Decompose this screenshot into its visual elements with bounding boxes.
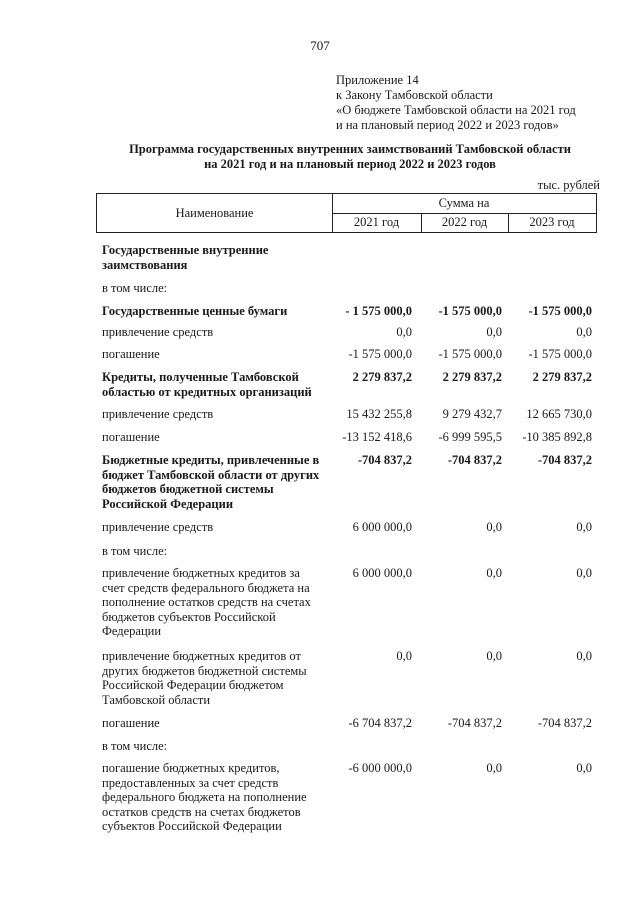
row-name: погашение бюджетных кредитов, предоставленных за счет средств федерального бюджета на пополнение остатков средств на счетах бюджетов субъектов Российской Федерации [102, 761, 307, 833]
row-name: погашение [102, 430, 160, 444]
header-sum: Сумма на [332, 194, 596, 214]
value-2022: 0,0 [486, 325, 502, 339]
value-2021: -1 575 000,0 [348, 347, 412, 361]
row-name: Бюджетные кредиты, привлеченные в бюджет Тамбовской области от других бюджетов бюджетной системы Российской Федерации [102, 453, 320, 511]
row-name: привлечение бюджетных кредитов за счет средств федерального бюджета на пополнение остатков средств на счетах бюджетов субъектов Российской Федерации [102, 566, 311, 638]
header-year-2023: 2023 год [529, 215, 575, 229]
appendix-line: и на плановый период 2022 и 2023 годов» [336, 118, 559, 132]
title-line: Программа государственных внутренних заимствований Тамбовской области [129, 142, 571, 156]
row-name: привлечение средств [102, 520, 214, 534]
header-year-2022: 2022 год [421, 213, 509, 232]
page-number: 707 [310, 38, 330, 53]
document-title [60, 142, 640, 172]
value-2023: 0,0 [576, 649, 592, 663]
value-2022: 0,0 [486, 761, 502, 775]
header-year-2021: 2021 год [332, 213, 422, 232]
value-2021: - 1 575 000,0 [345, 304, 412, 318]
value-2023: 0,0 [576, 566, 592, 580]
row-name: привлечение средств [102, 407, 214, 421]
value-2021: -13 152 418,6 [342, 430, 412, 444]
appendix-line: «О бюджете Тамбовской области на 2021 год [336, 103, 576, 117]
value-2021: 0,0 [396, 325, 412, 339]
value-2022: -1 575 000,0 [438, 347, 502, 361]
appendix-line: к Закону Тамбовской области [336, 88, 493, 102]
value-2021: -704 837,2 [357, 453, 412, 467]
appendix-line: Приложение 14 [336, 73, 419, 87]
row-name: привлечение бюджетных кредитов от других бюджетов бюджетной системы Российской Федерации бюджетом Тамбовской области [102, 649, 307, 707]
value-2023: 0,0 [576, 761, 592, 775]
row-name: в том числе: [102, 739, 168, 753]
value-2022: 0,0 [486, 520, 502, 534]
value-2023: 12 665 730,0 [526, 407, 592, 421]
value-2023: -704 837,2 [537, 453, 592, 467]
appendix-note [336, 73, 576, 133]
title-line: на 2021 год и на плановый период 2022 и 2023 годов [204, 157, 496, 171]
row-name: Государственные внутренние заимствования [102, 243, 269, 272]
header-name: Наименование [97, 194, 333, 232]
row-name: Кредиты, полученные Тамбовской областью от кредитных организаций [102, 370, 312, 399]
row-name: погашение [102, 716, 160, 730]
value-2022: -1 575 000,0 [438, 304, 502, 318]
value-2021: 0,0 [396, 649, 412, 663]
row-name: погашение [102, 347, 160, 361]
value-2022: -6 999 595,5 [438, 430, 502, 444]
value-2023: -704 837,2 [537, 716, 592, 730]
value-2023: -1 575 000,0 [528, 347, 592, 361]
value-2022: 9 279 432,7 [442, 407, 502, 421]
table-header [96, 193, 597, 233]
value-2023: -1 575 000,0 [528, 304, 592, 318]
value-2021: 2 279 837,2 [352, 370, 412, 384]
value-2021: 6 000 000,0 [352, 520, 412, 534]
row-name: в том числе: [102, 281, 168, 295]
value-2023: 2 279 837,2 [532, 370, 592, 384]
value-2023: -10 385 892,8 [522, 430, 592, 444]
value-2021: 15 432 255,8 [346, 407, 412, 421]
value-2022: 0,0 [486, 649, 502, 663]
value-2022: -704 837,2 [447, 453, 502, 467]
units-label: тыс. рублей [537, 178, 600, 192]
row-name: в том числе: [102, 544, 168, 558]
row-name: привлечение средств [102, 325, 214, 339]
value-2023: 0,0 [576, 520, 592, 534]
value-2022: 0,0 [486, 566, 502, 580]
value-2021: -6 704 837,2 [348, 716, 412, 730]
row-name: Государственные ценные бумаги [102, 304, 288, 318]
value-2021: -6 000 000,0 [348, 761, 412, 775]
value-2023: 0,0 [576, 325, 592, 339]
value-2022: -704 837,2 [447, 716, 502, 730]
value-2021: 6 000 000,0 [352, 566, 412, 580]
value-2022: 2 279 837,2 [442, 370, 502, 384]
